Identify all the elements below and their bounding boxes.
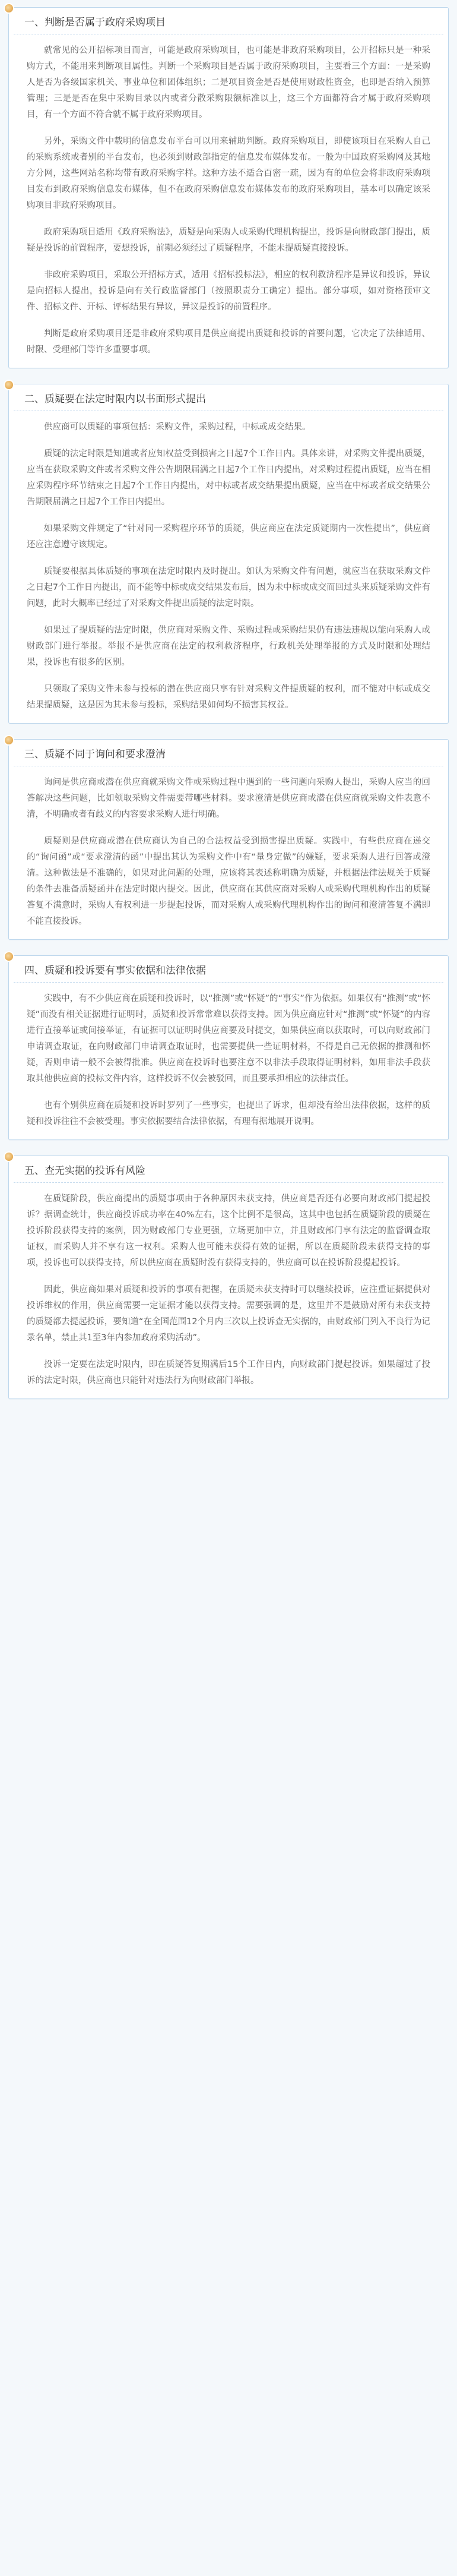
paragraph: 在质疑阶段，供应商提出的质疑事项由于各种原因未获支持，供应商是否还有必要向财政部门提起投诉？据调查统计，供应商投诉成功率在40%左右，这个比例不是很高，这其中也包括在质疑阶段的质疑在投诉阶段获得支持的案例，因为财政部门专业更强，立场更加中立，并且财政部门享有法定的监督调查取证权，而采购人并不享有这一权利。采购人也可能未获得有效的证据，所以在质疑阶段未获得支持的事项，投诉也可以获得支持，所以供应商在质疑时没有获得支持的，供应商可以在投诉阶段提起投诉。 bbox=[27, 1194, 430, 1268]
section-5 bbox=[8, 1156, 449, 1399]
section-header bbox=[14, 740, 443, 766]
section-header bbox=[14, 8, 443, 34]
section-header bbox=[14, 384, 443, 411]
paragraph: 质疑则是供应商或潜在供应商认为自己的合法权益受到损害提出质疑。实践中，有些供应商在递交的“询问函”或“要求澄清的函”中提出其认为采购文件中有“量身定做”的嫌疑，要求采购人进行回答或澄清。这种做法是不准确的，如果对此问题的处理，应该将其表述称明确为质疑，并根据法律法规关于质疑的条件去准备质疑函并在法定时限内提交。因此，供应商在其供应商对采购人或采购代理机构作出的质疑答复不满意时，采购人有权利进一步提起投诉，而对采购人或采购代理机构作出的询问和澄清答复不满即不能直接投诉。 bbox=[27, 836, 430, 926]
paragraph: 如果采购文件规定了“针对同一采购程序环节的质疑，供应商应在法定质疑期内一次性提出”，供应商还应注意遵守该规定。 bbox=[27, 524, 430, 550]
section-2 bbox=[8, 384, 449, 724]
paragraph: 政府采购项目适用《政府采购法》，质疑是向采购人或采购代理机构提出，投诉是向财政部门提出，质疑是投诉的前置程序，要想投诉，前期必须经过了质疑程序，不能未提质疑直接投诉。 bbox=[27, 228, 430, 253]
paragraph: 因此，供应商如果对质疑和投诉的事项有把握，在质疑未获支持时可以继续投诉，应注重证据提供对投诉维权的作用，供应商需要一定证据才能以获得支持。需要强调的是，这里并不是鼓励对所有未获支持的质疑都去提起投诉，要知道“在全国范围12个月内三次以上投诉查无实据的，由财政部门列入不良行为记录名单，禁止其1至3年内参加政府采购活动”。 bbox=[27, 1285, 430, 1343]
paragraph: 如果过了提质疑的法定时限，供应商对采购文件、采购过程或采购结果仍有违法违规以能向采购人或财政部门进行举报。举报不是供应商在法定的权利救济程序，行政机关处理举报的方式及时限和处理结果，投诉也有很多的区别。 bbox=[27, 626, 430, 667]
paragraph: 质疑要根据具体质疑的事项在法定时限内及时提出。如认为采购文件有问题，就应当在获取采购文件之日起7个工作日内提出，而不能等中标或成交结果发布后，因为未中标或成交而回过头来质疑采购文件有问题，此时大概率已经过了对采购文件提出质疑的法定时限。 bbox=[27, 567, 430, 608]
paragraph: 投诉一定要在法定时限内，即在质疑答复期满后15个工作日内，向财政部门提起投诉。如果超过了投诉的法定时限，供应商也只能针对违法行为向财政部门举报。 bbox=[27, 1360, 430, 1385]
paragraph: 质疑的法定时限是知道或者应知权益受到损害之日起7个工作日内。具体来讲，对采购文件提出质疑，应当在获取采购文件或者采购文件公告期限届满之日起7个工作日内提出，对采购过程提出质疑，应当在相应采购程序环节结束之日起7个工作日内提出，对中标或者成交结果提出质疑，应当在中标或者成交结果公告期限届满之日起7个工作日内提出。 bbox=[27, 449, 430, 507]
section-1 bbox=[8, 7, 449, 368]
paragraph: 另外，采购文件中载明的信息发布平台可以用来辅助判断。政府采购项目，即使该项目在采购人自己的采购系统或者别的平台发布，也必须到财政部指定的信息发布媒体发布。一般为中国政府采购网及其地方分网，这些网站名称均带有政府采购字样。这种方法不适合百密一疏，因为有的单位会将非政府采购项目发布到政府采购信息发布媒体，但不在政府采购信息发布媒体发布的政府采购项目，基本可以确定该采购项目非政府采购项目。 bbox=[27, 137, 430, 210]
paragraph: 实践中，有不少供应商在质疑和投诉时，以“推测”或“怀疑”的“事实”作为依据。如果仅有“推测”或“怀疑”而没有相关证据进行证明时，质疑和投诉常常难以获得支持。因为供应商应针对“推测”或“怀疑”的内容进行直接举证或间接举证，有证据可以证明时供应商要及时提交，如果供应商以获取时，可以向财政部门申请调查取证，在向财政部门申请调查取证时，也需要提供一些证明材料，不得是自己无依据的推测和怀疑，否则申请一般不会被得批准。供应商在投诉时也要注意不以非法手段取得证明材料，如用非法手段获取其他供应商的投标文件内容，这样投诉不仅会被驳回，而且要承担相应的法律责任。 bbox=[27, 994, 430, 1084]
paragraph: 供应商可以质疑的事项包括：采购文件，采购过程，中标或成交结果。 bbox=[44, 422, 311, 432]
section-header bbox=[14, 1156, 443, 1183]
paragraph: 判断是政府采购项目还是非政府采购项目是供应商提出质疑和投诉的首要问题，它决定了法律适用、时限、受理部门等许多重要事项。 bbox=[27, 329, 430, 355]
paragraph: 也有个别供应商在质疑和投诉时罗列了一些事实，也提出了诉求，但却没有给出法律依据，这样的质疑和投诉往往不会被受理。事实依据要结合法律依据，有理有据地展开说明。 bbox=[27, 1101, 430, 1126]
paragraph: 非政府采购项目，采取公开招标方式，适用《招标投标法》，相应的权利救济程序是异议和投诉，异议是向招标人提出，投诉是向有关行政监督部门（按照职责分工确定）提出。部分事项，如对资格预审文件、招标文件、开标、评标结果有异议，异议是投诉的前置程序。 bbox=[27, 270, 430, 312]
paragraph: 只领取了采购文件未参与投标的潜在供应商只享有针对采购文件提质疑的权利，而不能对中标或成交结果提质疑，这是因为其未参与投标，采购结果如何均不损害其权益。 bbox=[27, 684, 430, 710]
section-title: 三、质疑不同于询问和要求澄清 bbox=[24, 748, 166, 760]
section-title: 二、质疑要在法定时限内以书面形式提出 bbox=[24, 393, 206, 405]
section-title: 四、质疑和投诉要有事实依据和法律依据 bbox=[24, 964, 206, 977]
section-header bbox=[14, 956, 443, 983]
section-4 bbox=[8, 955, 449, 1140]
paragraph: 询问是供应商或潜在供应商就采购文件或采购过程中遇到的一些问题向采购人提出，采购人应当的回答解决这些问题，比如领取采购文件需要带哪些材料。要求澄清是供应商或潜在供应商就采购文件表意不清，不明确或者有歧义的内容要求采购人进行明确。 bbox=[27, 778, 430, 819]
section-title: 五、查无实据的投诉有风险 bbox=[24, 1164, 145, 1177]
paragraph: 就常见的公开招标项目而言，可能是政府采购项目，也可能是非政府采购项目，公开招标只是一种采购方式，不能用来判断项目属性。判断一个采购项目是否属于政府采购项目，主要看三个方面：一是采购人是否为各级国家机关、事业单位和团体组织；二是项目资金是否是使用财政性资金，也即是否纳入预算管理；三是是否在集中采购目录以内或者分散采购限额标准以上，这三个方面都符合才属于政府采购项目，有一个方面不符合就不属于政府采购项目。 bbox=[27, 46, 430, 119]
section-3 bbox=[8, 739, 449, 940]
section-title: 一、判断是否属于政府采购项目 bbox=[24, 16, 166, 29]
